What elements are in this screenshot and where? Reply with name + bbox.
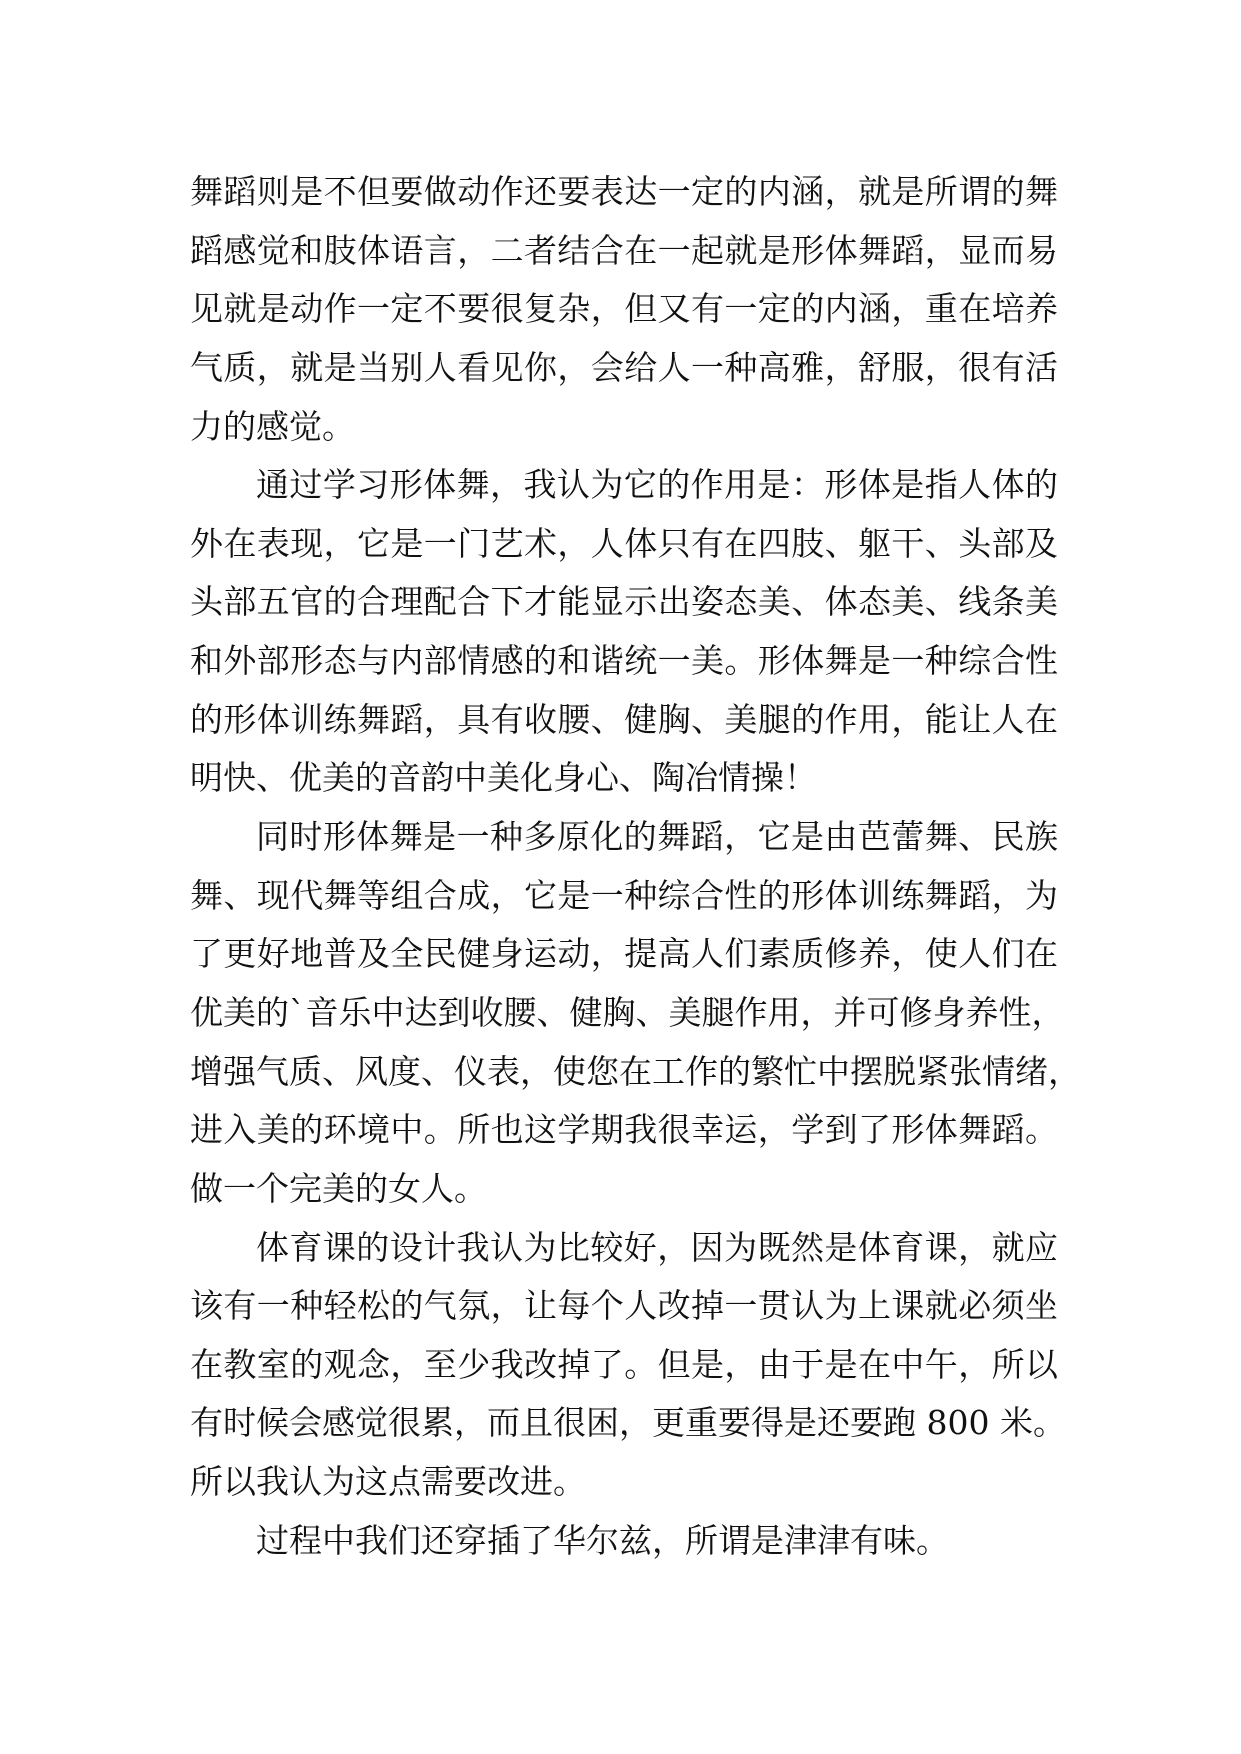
text-line: 的形体训练舞蹈，具有收腰、健胸、美腿的作用，能让人在	[190, 699, 1058, 739]
paragraph-5	[190, 1512, 1058, 1571]
text-line: 优美的`音乐中达到收腰、健胸、美腿作用，并可修身养性，	[190, 992, 1065, 1032]
body-text	[190, 163, 1081, 1570]
text-line: 体育课的设计我认为比较好，因为既然是体育课，就应	[256, 1227, 1058, 1267]
text-line: 见就是动作一定不要很复杂，但又有一定的内涵，重在培养	[190, 289, 1058, 329]
text-line: 有时候会感觉很累，而且很困，更重要得是还要跑 800 米。	[190, 1403, 1066, 1443]
text-line: 做一个完美的女人。	[190, 1168, 487, 1208]
text-line: 明快、优美的音韵中美化身心、陶冶情操！	[190, 758, 817, 798]
text-line: 头部五官的合理配合下才能显示出姿态美、体态美、线条美	[190, 582, 1058, 622]
text-line: 进入美的环境中。所也这学期我很幸运，学到了形体舞蹈。	[190, 1110, 1058, 1150]
paragraph-3	[190, 808, 1081, 1218]
text-line: 该有一种轻松的气氛，让每个人改掉一贯认为上课就必须坐	[190, 1286, 1058, 1326]
text-line: 增强气质、风度、仪表，使您在工作的繁忙中摆脱紧张情绪，	[190, 1051, 1081, 1091]
paragraph-2	[190, 456, 1058, 808]
text-line: 过程中我们还穿插了华尔兹，所谓是津津有味。	[256, 1520, 949, 1560]
text-line: 蹈感觉和肢体语言，二者结合在一起就是形体舞蹈，显而易	[190, 230, 1058, 270]
text-line: 力的感觉。	[190, 406, 355, 446]
text-line: 通过学习形体舞，我认为它的作用是：形体是指人体的	[256, 465, 1058, 505]
text-line: 所以我认为这点需要改进。	[190, 1462, 586, 1502]
paragraph-4	[190, 1219, 1066, 1512]
text-line: 舞蹈则是不但要做动作还要表达一定的内涵，就是所谓的舞	[190, 172, 1058, 211]
text-line: 外在表现，它是一门艺术，人体只有在四肢、躯干、头部及	[190, 523, 1058, 563]
text-line: 在教室的观念，至少我改掉了。但是，由于是在中午，所以	[190, 1344, 1058, 1384]
paragraph-1	[190, 163, 1058, 456]
text-line: 气质，就是当别人看见你，会给人一种高雅，舒服，很有活	[190, 347, 1058, 387]
text-line: 了更好地普及全民健身运动，提高人们素质修养，使人们在	[190, 934, 1058, 974]
text-line: 舞、现代舞等组合成，它是一种综合性的形体训练舞蹈，为	[190, 875, 1058, 915]
text-line: 同时形体舞是一种多原化的舞蹈，它是由芭蕾舞、民族	[256, 817, 1058, 857]
text-line: 和外部形态与内部情感的和谐统一美。形体舞是一种综合性	[190, 641, 1058, 681]
